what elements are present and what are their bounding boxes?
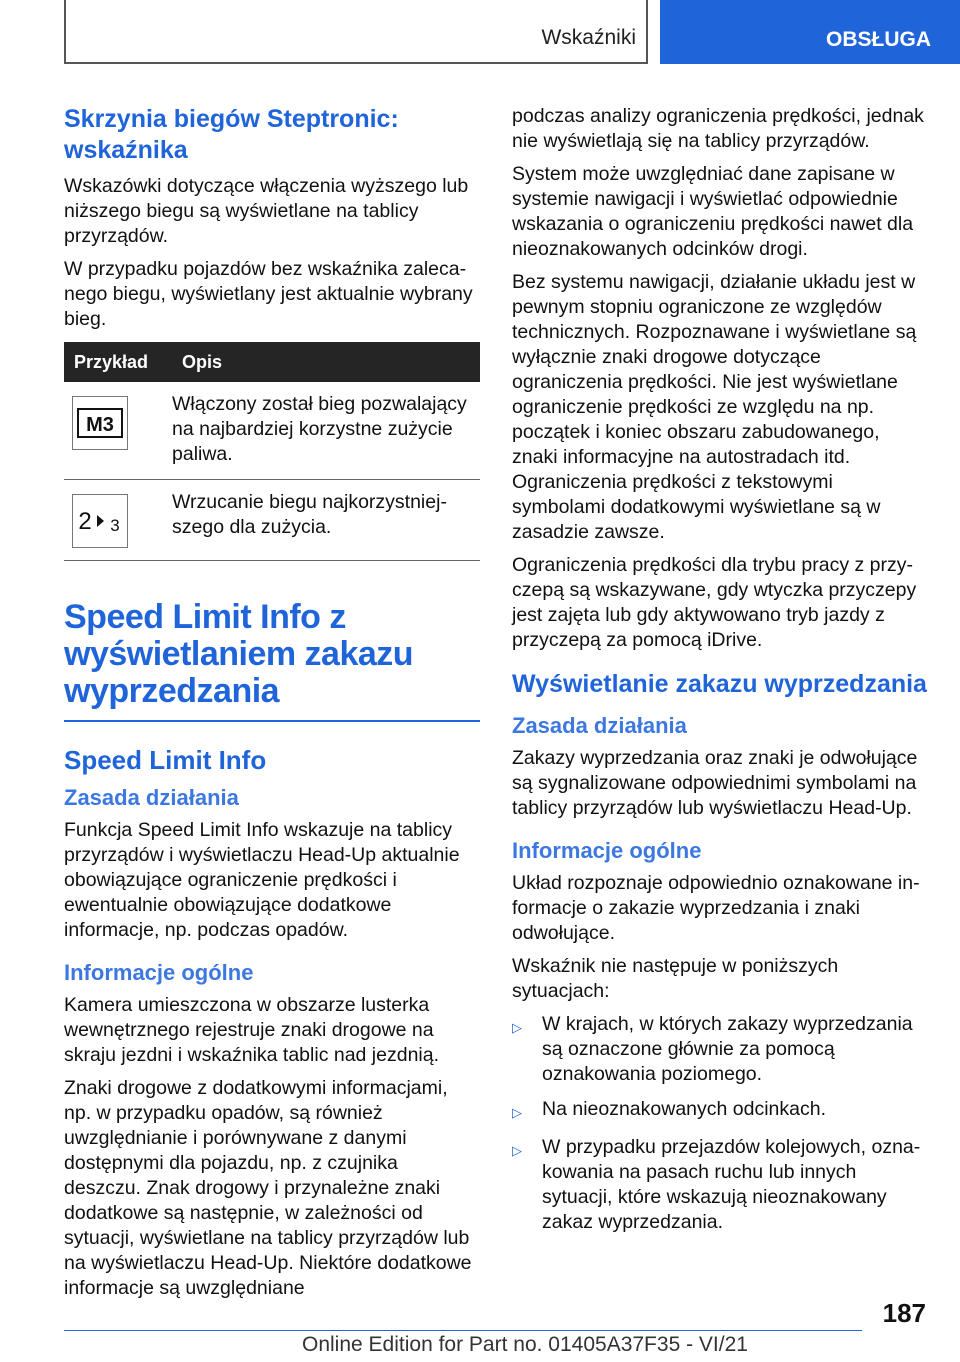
footer-edition: Online Edition for Part no. 01405A37F35 - VI/21 xyxy=(302,1333,748,1356)
paragraph: Zakazy wyprzedzania oraz znaki je odwołujące są sygnalizowane odpowiednimi symbolami na tablicy przyrządów lub wyświetlaczu Head-Up. xyxy=(512,747,918,819)
triangle-bullet-icon: ▷ xyxy=(512,1105,522,1120)
subsection-title: Informacje ogólne xyxy=(512,838,702,863)
subsection-title: Zasada działania xyxy=(64,785,239,810)
left-column xyxy=(64,104,480,1309)
table-header-row xyxy=(64,342,480,382)
paragraph: Ograniczenia prędkości dla trybu pracy z przyczepą są wskazywane, gdy wtyczka przyczepy jest zajęta lub gdy aktywowano tryb jazdy z przyczepą za pomocą iDrive. xyxy=(512,554,917,651)
list-item-text: W przypadku przejazdów kolejowych, oznakowania na pasach ruchu lub innych sytuacji, które wskazują nieoznakowany zakaz wyprzedzania. xyxy=(542,1136,921,1233)
gear-target-label: 3 xyxy=(110,516,120,535)
page-number: 187 xyxy=(882,1298,926,1328)
gear-current-label: 2 xyxy=(78,508,92,535)
table-cell-description: Włączony został bieg pozwalający na najbardziej korzystne zużycie paliwa. xyxy=(172,382,480,480)
chapter-title: Speed Limit Info z wyświetlaniem zakazu wyprzedzania xyxy=(64,599,480,722)
triangle-bullet-icon: ▷ xyxy=(512,1020,522,1035)
paragraph: Znaki drogowe z dodatkowymi informacjami, np. w przypadku opadów, są również uwzględnianie i porównywane z danymi dostępnymi dla pojazdu, np. z czujnika deszczu. Znak drogowy i przynależne znaki dodatkowe są następnie, w zależności od sytuacji, wyświetlane na tablicy przyrządów lub na wyświetlaczu Head-Up. Niektóre dodatkowe informacje są uwzględniane xyxy=(64,1077,472,1299)
triangle-bullet-icon: ▷ xyxy=(512,1143,522,1158)
example-table xyxy=(64,342,480,561)
table-row xyxy=(64,382,480,480)
list-item-text: Na nieoznakowanych odcinkach. xyxy=(542,1098,827,1120)
paragraph: Bez systemu nawigacji, działanie układu jest w pewnym stopniu ograniczone ze względów technicznych. Rozpoznawane i wyświetlane są wyłącznie znaki drogowe dotyczące ograniczenia prędkości. Nie jest wyświetlane ograniczenie prędkości ze względu na np. początek i koniec obszaru zabudowanego, znaki informacyjne na autostradach itd. Ograniczenia prędkości z tekstowymi symbolami dodatkowymi wyświetlane są w zasadzie zawsze. xyxy=(512,271,917,543)
paragraph: Kamera umieszczona w obszarze lusterka wewnętrznego rejestruje znaki drogowe na skraju jezdni i wskaźnika tablic nad jezdnią. xyxy=(64,994,440,1066)
section-title-overtaking: Wyświetlanie zakazu wyprzedzania xyxy=(512,670,927,698)
paragraph: Funkcja Speed Limit Info wskazuje na tablicy przyrządów i wyświetlaczu Head-Up aktualnie obowiązujące ograniczenie prędkości i ewentualnie obowiązujące dodatkowe informacje, np. podczas opadów. xyxy=(64,819,460,941)
table-row xyxy=(64,480,480,561)
heading-steptronic: Skrzynia biegów Steptronic: wskaźnika xyxy=(64,105,399,164)
gear-shift-up-icon xyxy=(72,494,128,548)
paragraph: Wskazówki dotyczące włączenia wyższego lub niższego biegu są wyświetlane na tablicy przyrządów. xyxy=(64,175,469,247)
gear-m3-label: M3 xyxy=(86,414,114,436)
header-section-title: Wskaźniki xyxy=(541,26,636,49)
paragraph: System może uwzględniać dane zapisane w systemie nawigacji i wyświetlać odpowiednie wskazania o ograniczeniu prędkości nawet dla nieoznakowanych odcinków drogi. xyxy=(512,163,914,260)
list-item-text: W krajach, w których zakazy wyprzedzania są oznaczone głównie za pomocą oznakowania poziomego. xyxy=(542,1013,913,1085)
list-item xyxy=(512,1097,928,1125)
header-chapter-tab: OBSŁUGA xyxy=(660,0,960,64)
table-cell-description: Wrzucanie biegu najkorzystniejszego dla zużycia. xyxy=(172,480,480,561)
section-title-speed-limit-info: Speed Limit Info xyxy=(64,745,267,775)
subsection-title: Zasada działania xyxy=(512,713,687,738)
paragraph: Wskaźnik nie następuje w poniższych sytuacjach: xyxy=(512,955,839,1002)
footer-divider xyxy=(64,1330,862,1331)
subsection-title: Informacje ogólne xyxy=(64,960,254,985)
paragraph: Układ rozpoznaje odpowiednio oznakowane informacje o zakazie wyprzedzania i znaki odwołujące. xyxy=(512,872,920,944)
gear-m3-icon xyxy=(72,396,128,450)
paragraph: podczas analizy ograniczenia prędkości, jednak nie wyświetlają się na tablicy przyrządów. xyxy=(512,105,924,152)
right-column xyxy=(512,104,928,1245)
table-header-description: Opis xyxy=(172,342,480,382)
paragraph: W przypadku pojazdów bez wskaźnika zalecanego biegu, wyświetlany jest aktualnie wybrany bieg. xyxy=(64,258,473,330)
list-item xyxy=(512,1012,928,1087)
list-item xyxy=(512,1135,928,1235)
table-header-example: Przykład xyxy=(64,342,172,382)
